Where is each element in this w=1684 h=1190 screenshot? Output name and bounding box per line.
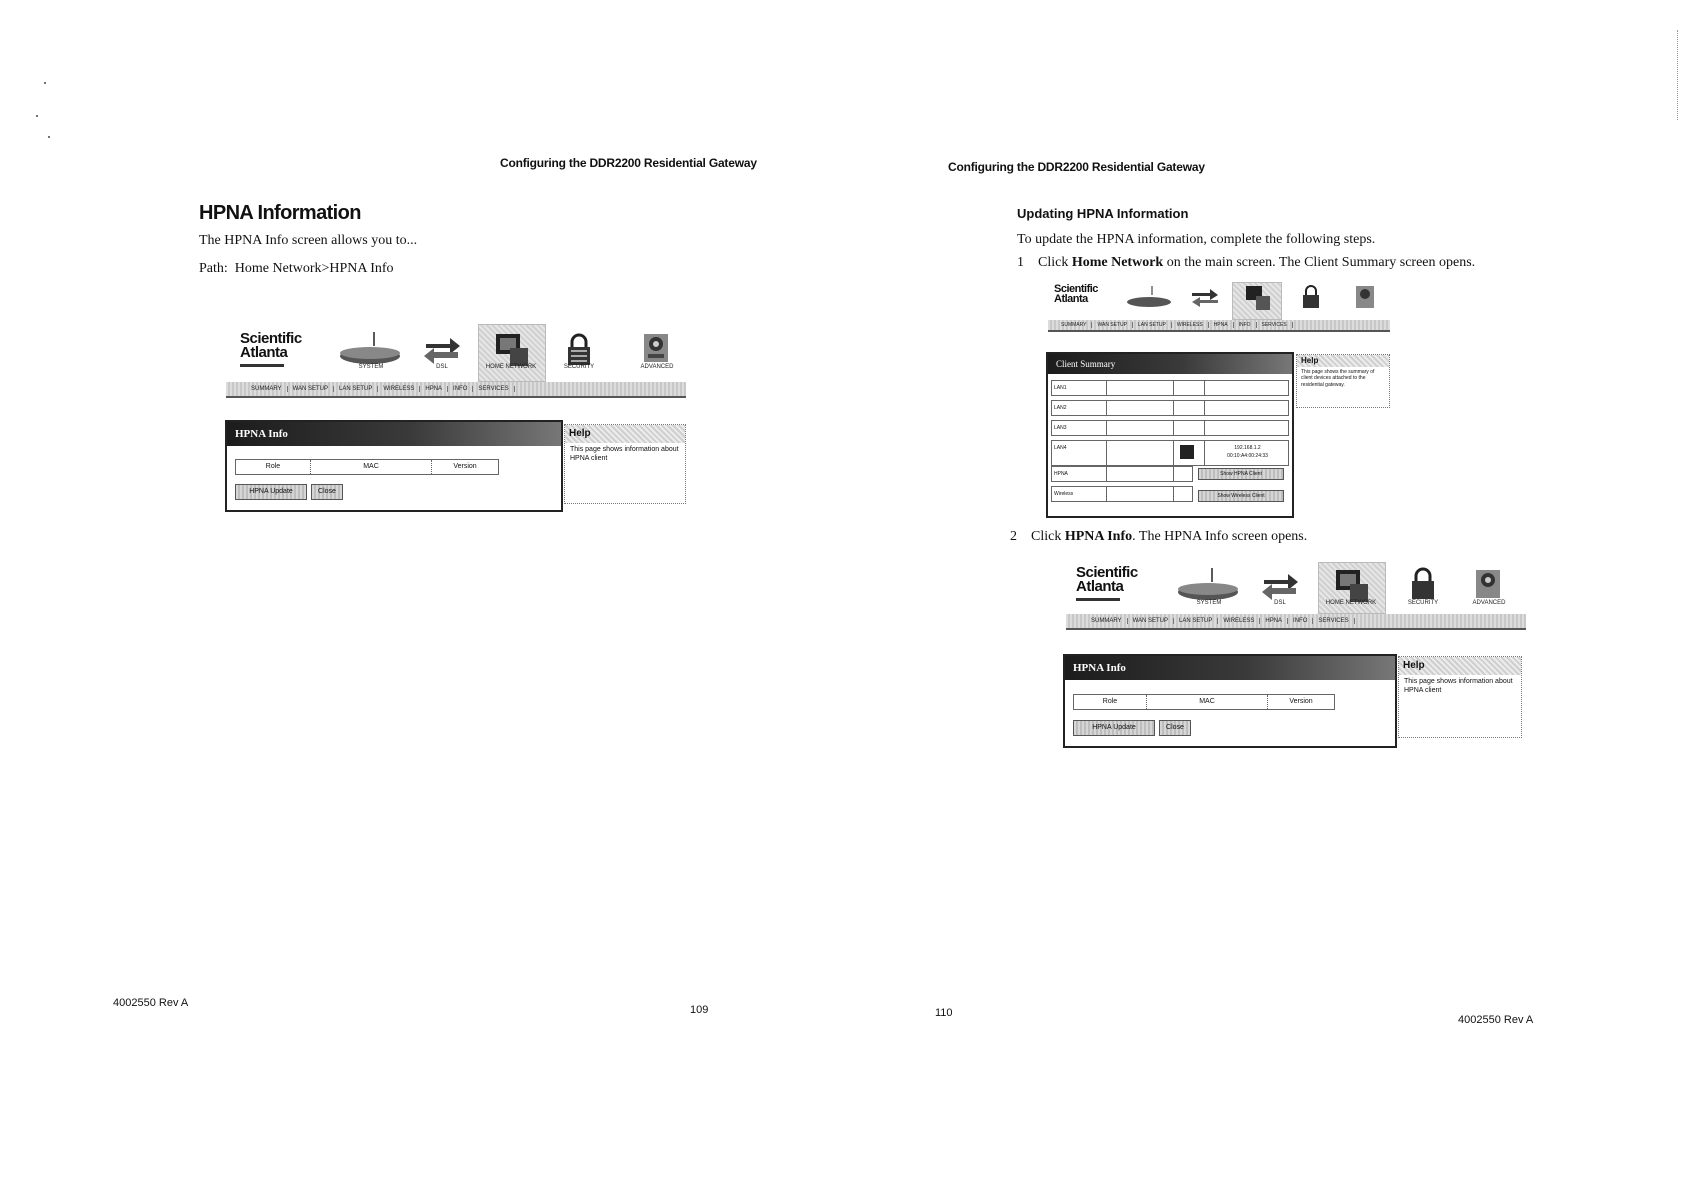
step-2-num: 2 [1010,529,1017,544]
hpna-update-button[interactable]: HPNA Update [235,484,307,500]
tab-wireless[interactable]: WIRELESS [378,386,420,392]
hpna-info-panel-left [225,420,563,512]
scan-speck [48,136,50,138]
tab-info[interactable]: INFO [448,386,473,392]
router-icon[interactable] [338,332,404,366]
help-title: Help [565,425,685,443]
footer-doc-right: 4002550 Rev A [1458,1014,1534,1026]
dsl-arrows-icon-small[interactable] [1190,286,1220,308]
step-1: 1 Click Home Network on the main screen. The Client Summary screen opens. [1017,255,1476,270]
padlock-icon-small[interactable] [1302,284,1320,310]
client-summary-title: Client Summary [1048,354,1292,374]
client-summary-panel [1046,352,1294,518]
router-icon-right[interactable] [1176,568,1242,602]
brand-line1: Scientific [240,330,302,347]
hpna-info-panel-right: HPNA Info Role MAC Version HPNA Update Close [1063,654,1397,748]
cs-row-hpna: HPNA [1051,466,1193,482]
col-role: Role [236,460,311,474]
padlock-icon-right[interactable] [1410,566,1436,602]
step-1-bold: Home Network [1071,255,1164,270]
dsl-arrows-icon[interactable] [422,334,462,364]
col-version: Version [453,463,477,470]
nav-tab-bar-right: SUMMARY WAN SETUP LAN SETUP WIRELESS HPNA INFO SERVICES [1066,614,1526,630]
nav-tab-bar-small: SUMMARY WAN SETUP LAN SETUP WIRELESS HPNA INFO SERVICES [1048,320,1390,332]
section-title: HPNA Information [199,202,361,224]
brand-line2: Atlanta [240,344,288,362]
step-2: 2 Click HPNA Info. The HPNA Info screen opens. [1010,529,1308,544]
gateway-nav-banner-right: Scientific Atlanta SYSTEM DSL HOME NETWORK SECURITY ADVANCED SUMMARY WAN SETUP LAN SETUP WIRELESS HPNA INFO SERVICES [1066,560,1526,630]
brand-logo-right: Scientific Atlanta [1076,566,1138,601]
col-mac: MAC [311,460,432,474]
close-button-right[interactable]: Close [1159,720,1191,736]
brand-logo [240,332,302,367]
icon-label-security: SECURITY [563,364,595,370]
step-2-bold: HPNA Info [1064,529,1133,544]
step-1-num: 1 [1017,255,1024,270]
update-intro: To update the HPNA information, complete the following steps. [1017,232,1376,247]
show-hpna-client-button[interactable]: Show HPNA Client [1198,468,1284,480]
padlock-icon[interactable] [566,332,592,368]
page-number-right: 110 [935,1007,953,1019]
client-mac: 00:10:A4:00:24:33 [1227,453,1268,459]
cs-row-lan1: LAN1 [1051,380,1289,396]
footer-doc-left: 4002550 Rev A [113,997,189,1009]
gateway-nav-banner-left [226,322,686,398]
running-header-right: Configuring the DDR2200 Residential Gateway [948,160,1205,174]
help-text: This page shows information about HPNA client [570,446,679,462]
help-box-right: Help This page shows information about HPNA client [1398,656,1522,738]
hpna-update-button-right[interactable]: HPNA Update [1073,720,1155,736]
page-number-left: 109 [690,1004,709,1016]
help-box-client-summary: Help This page shows the summary of client devices attached to the residential gateway. [1296,354,1390,408]
advanced-icon[interactable] [640,330,672,366]
advanced-icon-right[interactable] [1472,566,1504,602]
cs-row-lan3: LAN3 [1051,420,1289,436]
client-device-icon [1180,445,1194,459]
scan-speck [36,115,38,117]
tab-hpna[interactable]: HPNA [420,386,448,392]
show-wireless-client-button[interactable]: Show Wireless Client [1198,490,1284,502]
scan-edge-mark [1677,30,1679,120]
close-button[interactable]: Close [311,484,343,500]
path-text: Path: Home Network>HPNA Info [199,261,394,276]
panel-title: HPNA Info [227,422,561,446]
brand-logo-small: Scientific Atlanta [1054,283,1098,306]
nav-tab-bar [226,382,686,398]
intro-text: The HPNA Info screen allows you to... [199,233,418,248]
tab-wan-setup[interactable]: WAN SETUP [288,386,334,392]
gateway-nav-banner-small [1048,280,1390,332]
tab-services[interactable]: SERVICES [473,386,514,392]
icon-label-advanced: ADVANCED [640,364,674,370]
tab-summary[interactable]: SUMMARY [246,386,288,392]
router-icon-small[interactable] [1126,286,1172,308]
cs-row-lan2: LAN2 [1051,400,1289,416]
icon-label-system: SYSTEM [358,364,384,370]
icon-label-home-network: HOME NETWORK [485,364,537,370]
help-box-left [564,424,686,504]
icon-label-dsl: DSL [436,364,448,370]
running-header-left: Configuring the DDR2200 Residential Gateway [500,156,757,170]
cs-row-lan4: LAN4 192.168.1.2 00:10:A4:00:24:33 [1051,440,1289,466]
tab-lan-setup[interactable]: LAN SETUP [334,386,378,392]
advanced-icon-small[interactable] [1354,284,1376,310]
scan-speck [44,82,46,84]
cs-row-wireless: Wireless [1051,486,1193,502]
client-ip: 192.168.1.2 [1234,445,1261,451]
hpna-column-header [235,459,499,475]
dsl-arrows-icon-right[interactable] [1260,570,1300,600]
home-network-icon-small[interactable] [1244,284,1272,312]
help-text-client-summary: This page shows the summary of client devices attached to the residential gateway. [1301,369,1375,388]
subsection-title: Updating HPNA Information [1017,206,1189,221]
